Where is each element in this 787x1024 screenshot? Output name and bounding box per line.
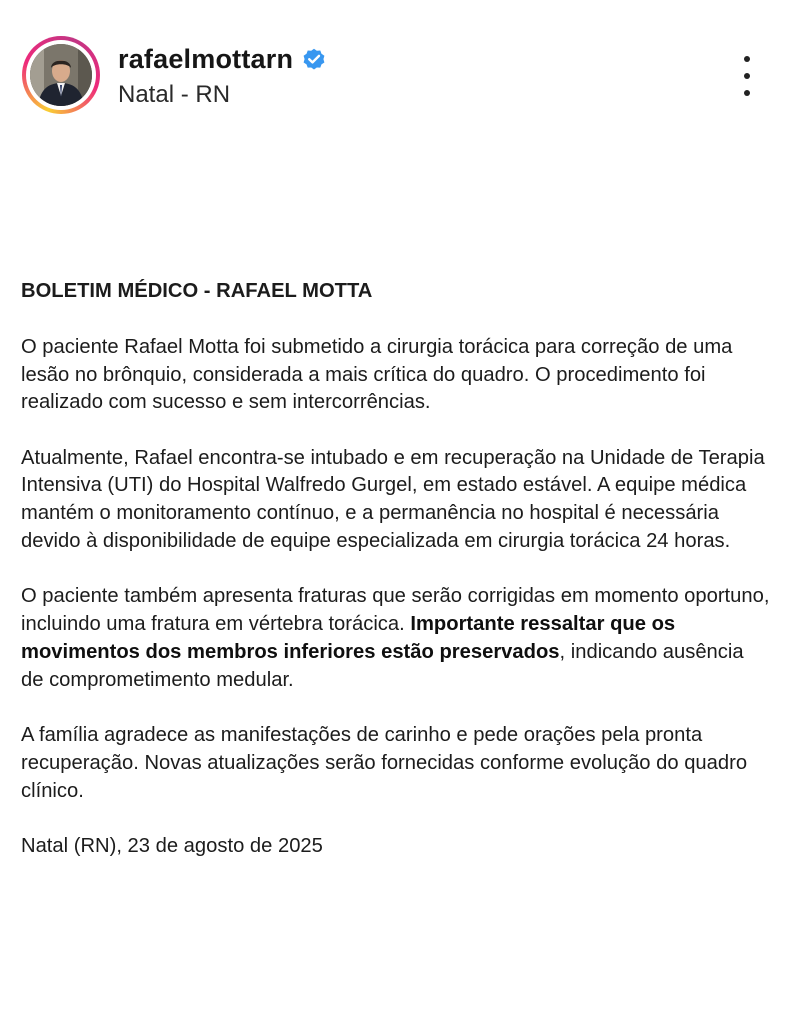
bulletin-signature: Natal (RN), 23 de agosto de 2025 <box>21 834 323 857</box>
more-options-icon[interactable] <box>737 56 757 96</box>
post-header <box>22 36 767 116</box>
story-ring[interactable] <box>22 36 100 114</box>
paragraph-text: O paciente também apresenta fraturas que serão corrigidas em momento oportuno, incluindo uma fratura em vértebra torácica. <box>21 585 770 636</box>
bulletin-paragraph: A família agradece as manifestações de carinho e pede orações pela pronta recuperação. Novas atualizações serão fornecidas conforme evolução do quadro clínico. <box>21 724 748 802</box>
bulletin-title: BOLETIM MÉDICO - RAFAEL MOTTA <box>21 280 373 302</box>
verified-badge-icon <box>301 46 327 72</box>
medical-bulletin <box>21 278 771 888</box>
avatar-photo-icon <box>30 44 92 106</box>
username[interactable]: rafaelmottarn <box>118 43 294 74</box>
paragraph-text: , indicando ausência de comprometimento medular. <box>21 640 744 691</box>
avatar[interactable] <box>30 44 92 106</box>
post-location[interactable]: Natal - RN <box>118 81 231 108</box>
bulletin-paragraph <box>21 583 771 694</box>
highlighted-text: Importante ressaltar que os movimentos dos membros inferiores estão preservados <box>21 613 676 663</box>
bulletin-paragraph: O paciente Rafael Motta foi submetido a cirurgia torácica para correção de uma lesão no brônquio, considerada a mais crítica do quadro. O procedimento foi realizado com sucesso e sem intercorrências. <box>21 335 733 414</box>
bulletin-paragraph: Atualmente, Rafael encontra-se intubado e em recuperação na Unidade de Terapia Intensiva (UTI) do Hospital Walfredo Gurgel, em estado estável. A equipe médica mantém o monitoramento contínuo, e a permanência no hospital é necessária devido à disponibilidade de equipe especializada em cirurgia torácica 24 horas. <box>21 446 765 553</box>
